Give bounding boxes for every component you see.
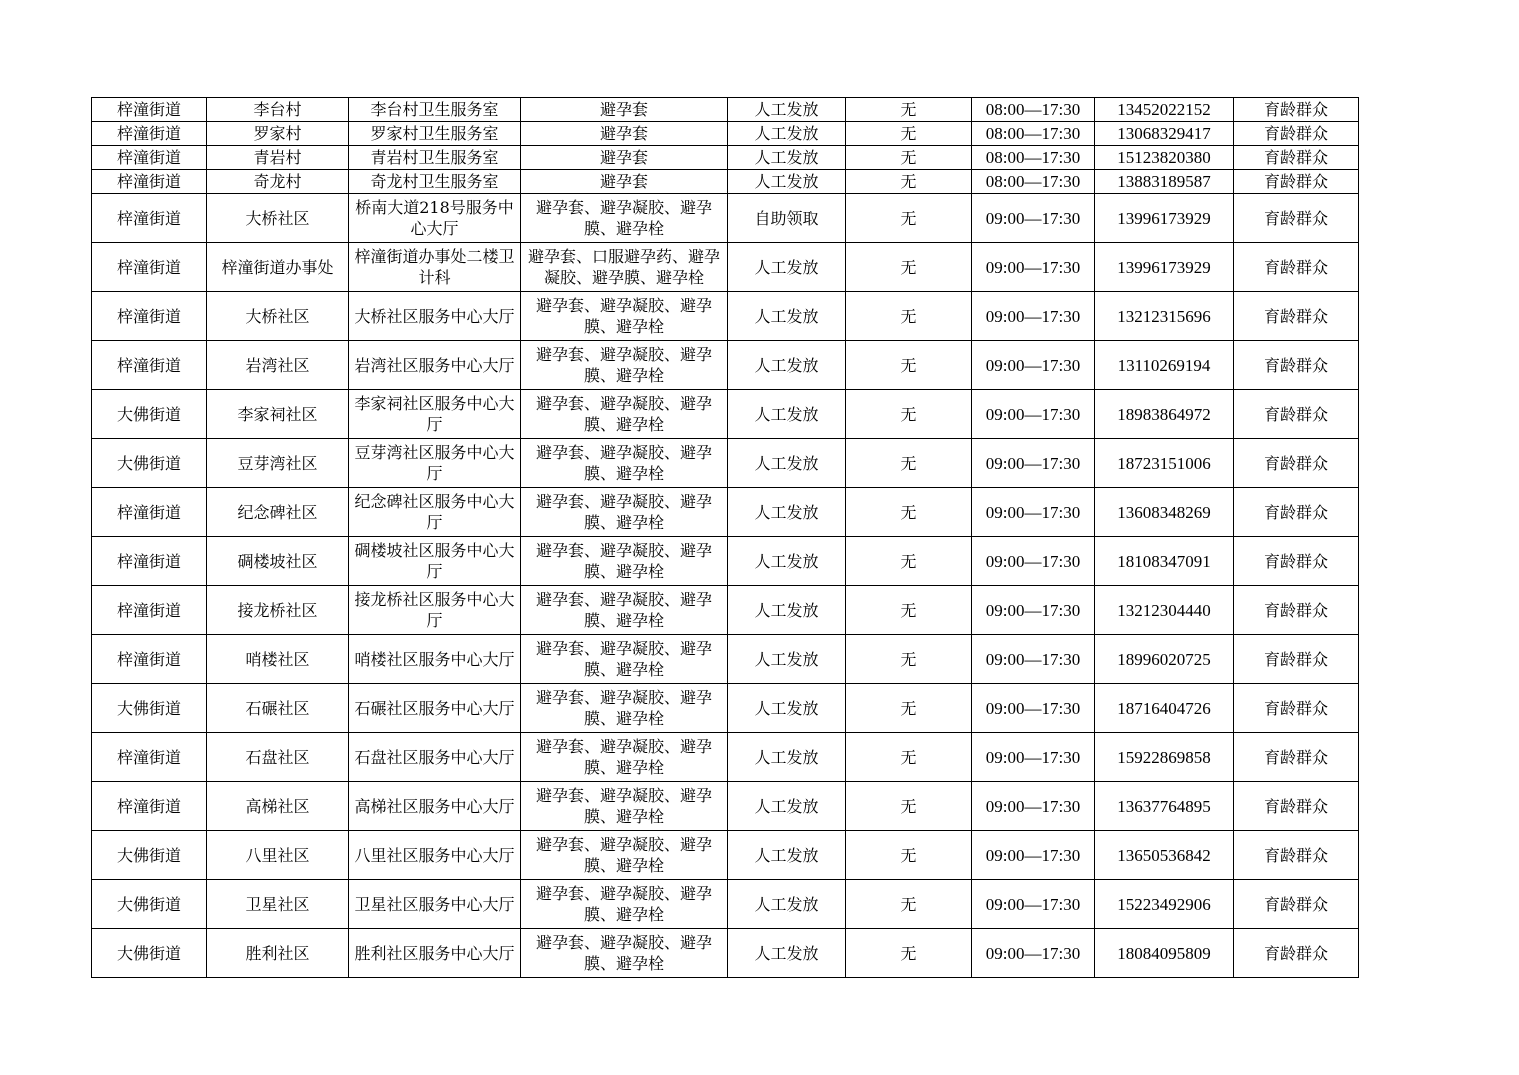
street-cell: 梓潼街道 <box>92 341 207 390</box>
street-cell: 梓潼街道 <box>92 122 207 146</box>
method-cell: 人工发放 <box>728 684 846 733</box>
condition-cell: 无 <box>846 390 972 439</box>
hours-cell: 09:00—17:30 <box>972 586 1095 635</box>
phone-cell: 15223492906 <box>1095 880 1234 929</box>
street-cell: 梓潼街道 <box>92 98 207 122</box>
table-row <box>92 122 1359 146</box>
target-group-cell: 育龄群众 <box>1234 586 1359 635</box>
phone-cell: 18716404726 <box>1095 684 1234 733</box>
method-cell: 人工发放 <box>728 488 846 537</box>
street-cell: 梓潼街道 <box>92 782 207 831</box>
target-group-cell: 育龄群众 <box>1234 243 1359 292</box>
items-cell: 避孕套 <box>521 122 728 146</box>
items-cell: 避孕套、避孕凝胶、避孕膜、避孕栓 <box>521 684 728 733</box>
community-cell: 大桥社区 <box>207 194 349 243</box>
condition-cell: 无 <box>846 684 972 733</box>
phone-cell: 18723151006 <box>1095 439 1234 488</box>
community-cell: 碉楼坡社区 <box>207 537 349 586</box>
phone-cell: 18108347091 <box>1095 537 1234 586</box>
hours-cell: 08:00—17:30 <box>972 98 1095 122</box>
community-cell: 纪念碑社区 <box>207 488 349 537</box>
table-row <box>92 831 1359 880</box>
location-cell: 桥南大道218号服务中心大厅 <box>349 194 521 243</box>
method-cell: 人工发放 <box>728 929 846 978</box>
location-cell: 豆芽湾社区服务中心大厅 <box>349 439 521 488</box>
table-row <box>92 390 1359 439</box>
location-cell: 碉楼坡社区服务中心大厅 <box>349 537 521 586</box>
community-cell: 大桥社区 <box>207 292 349 341</box>
community-cell: 梓潼街道办事处 <box>207 243 349 292</box>
items-cell: 避孕套、避孕凝胶、避孕膜、避孕栓 <box>521 635 728 684</box>
target-group-cell: 育龄群众 <box>1234 733 1359 782</box>
condition-cell: 无 <box>846 439 972 488</box>
hours-cell: 09:00—17:30 <box>972 243 1095 292</box>
condition-cell: 无 <box>846 488 972 537</box>
target-group-cell: 育龄群众 <box>1234 390 1359 439</box>
hours-cell: 09:00—17:30 <box>972 831 1095 880</box>
hours-cell: 09:00—17:30 <box>972 292 1095 341</box>
condition-cell: 无 <box>846 831 972 880</box>
table-row <box>92 733 1359 782</box>
table-row <box>92 170 1359 194</box>
table-row <box>92 537 1359 586</box>
table-row <box>92 782 1359 831</box>
phone-cell: 13608348269 <box>1095 488 1234 537</box>
condition-cell: 无 <box>846 733 972 782</box>
community-cell: 奇龙村 <box>207 170 349 194</box>
location-cell: 罗家村卫生服务室 <box>349 122 521 146</box>
community-cell: 接龙桥社区 <box>207 586 349 635</box>
street-cell: 大佛街道 <box>92 831 207 880</box>
street-cell: 梓潼街道 <box>92 488 207 537</box>
method-cell: 人工发放 <box>728 98 846 122</box>
community-cell: 豆芽湾社区 <box>207 439 349 488</box>
method-cell: 人工发放 <box>728 880 846 929</box>
community-cell: 高梯社区 <box>207 782 349 831</box>
distribution-table <box>91 97 1359 978</box>
street-cell: 梓潼街道 <box>92 537 207 586</box>
table-body <box>92 98 1359 978</box>
table-row <box>92 341 1359 390</box>
method-cell: 人工发放 <box>728 635 846 684</box>
community-cell: 罗家村 <box>207 122 349 146</box>
phone-cell: 18084095809 <box>1095 929 1234 978</box>
location-cell: 接龙桥社区服务中心大厅 <box>349 586 521 635</box>
street-cell: 梓潼街道 <box>92 586 207 635</box>
target-group-cell: 育龄群众 <box>1234 170 1359 194</box>
phone-cell: 18996020725 <box>1095 635 1234 684</box>
condition-cell: 无 <box>846 537 972 586</box>
community-cell: 卫星社区 <box>207 880 349 929</box>
phone-cell: 18983864972 <box>1095 390 1234 439</box>
phone-cell: 15123820380 <box>1095 146 1234 170</box>
method-cell: 自助领取 <box>728 194 846 243</box>
street-cell: 大佛街道 <box>92 390 207 439</box>
street-cell: 梓潼街道 <box>92 635 207 684</box>
distribution-table-container <box>91 97 1359 978</box>
community-cell: 八里社区 <box>207 831 349 880</box>
condition-cell: 无 <box>846 782 972 831</box>
condition-cell: 无 <box>846 98 972 122</box>
street-cell: 大佛街道 <box>92 880 207 929</box>
phone-cell: 13996173929 <box>1095 243 1234 292</box>
hours-cell: 08:00—17:30 <box>972 122 1095 146</box>
table-row <box>92 929 1359 978</box>
method-cell: 人工发放 <box>728 439 846 488</box>
items-cell: 避孕套、避孕凝胶、避孕膜、避孕栓 <box>521 831 728 880</box>
table-row <box>92 98 1359 122</box>
condition-cell: 无 <box>846 292 972 341</box>
table-row <box>92 439 1359 488</box>
target-group-cell: 育龄群众 <box>1234 537 1359 586</box>
street-cell: 梓潼街道 <box>92 170 207 194</box>
items-cell: 避孕套、避孕凝胶、避孕膜、避孕栓 <box>521 586 728 635</box>
method-cell: 人工发放 <box>728 586 846 635</box>
target-group-cell: 育龄群众 <box>1234 880 1359 929</box>
table-row <box>92 635 1359 684</box>
condition-cell: 无 <box>846 243 972 292</box>
community-cell: 哨楼社区 <box>207 635 349 684</box>
method-cell: 人工发放 <box>728 733 846 782</box>
phone-cell: 13110269194 <box>1095 341 1234 390</box>
target-group-cell: 育龄群众 <box>1234 635 1359 684</box>
target-group-cell: 育龄群众 <box>1234 146 1359 170</box>
target-group-cell: 育龄群众 <box>1234 439 1359 488</box>
community-cell: 李家祠社区 <box>207 390 349 439</box>
phone-cell: 13637764895 <box>1095 782 1234 831</box>
condition-cell: 无 <box>846 146 972 170</box>
hours-cell: 09:00—17:30 <box>972 488 1095 537</box>
method-cell: 人工发放 <box>728 341 846 390</box>
items-cell: 避孕套、避孕凝胶、避孕膜、避孕栓 <box>521 929 728 978</box>
method-cell: 人工发放 <box>728 170 846 194</box>
table-row <box>92 243 1359 292</box>
items-cell: 避孕套、避孕凝胶、避孕膜、避孕栓 <box>521 194 728 243</box>
phone-cell: 13452022152 <box>1095 98 1234 122</box>
condition-cell: 无 <box>846 170 972 194</box>
location-cell: 李台村卫生服务室 <box>349 98 521 122</box>
location-cell: 梓潼街道办事处二楼卫计科 <box>349 243 521 292</box>
target-group-cell: 育龄群众 <box>1234 194 1359 243</box>
table-row <box>92 146 1359 170</box>
method-cell: 人工发放 <box>728 537 846 586</box>
items-cell: 避孕套 <box>521 98 728 122</box>
items-cell: 避孕套、避孕凝胶、避孕膜、避孕栓 <box>521 537 728 586</box>
method-cell: 人工发放 <box>728 122 846 146</box>
hours-cell: 08:00—17:30 <box>972 170 1095 194</box>
items-cell: 避孕套、避孕凝胶、避孕膜、避孕栓 <box>521 439 728 488</box>
location-cell: 奇龙村卫生服务室 <box>349 170 521 194</box>
condition-cell: 无 <box>846 194 972 243</box>
items-cell: 避孕套、避孕凝胶、避孕膜、避孕栓 <box>521 782 728 831</box>
method-cell: 人工发放 <box>728 292 846 341</box>
hours-cell: 09:00—17:30 <box>972 537 1095 586</box>
location-cell: 八里社区服务中心大厅 <box>349 831 521 880</box>
table-row <box>92 292 1359 341</box>
target-group-cell: 育龄群众 <box>1234 341 1359 390</box>
community-cell: 石碾社区 <box>207 684 349 733</box>
phone-cell: 13650536842 <box>1095 831 1234 880</box>
method-cell: 人工发放 <box>728 146 846 170</box>
hours-cell: 09:00—17:30 <box>972 782 1095 831</box>
location-cell: 岩湾社区服务中心大厅 <box>349 341 521 390</box>
location-cell: 纪念碑社区服务中心大厅 <box>349 488 521 537</box>
hours-cell: 09:00—17:30 <box>972 880 1095 929</box>
condition-cell: 无 <box>846 880 972 929</box>
phone-cell: 13212304440 <box>1095 586 1234 635</box>
items-cell: 避孕套 <box>521 146 728 170</box>
phone-cell: 15922869858 <box>1095 733 1234 782</box>
condition-cell: 无 <box>846 341 972 390</box>
location-cell: 卫星社区服务中心大厅 <box>349 880 521 929</box>
table-row <box>92 684 1359 733</box>
hours-cell: 09:00—17:30 <box>972 341 1095 390</box>
target-group-cell: 育龄群众 <box>1234 122 1359 146</box>
items-cell: 避孕套、避孕凝胶、避孕膜、避孕栓 <box>521 880 728 929</box>
hours-cell: 09:00—17:30 <box>972 684 1095 733</box>
phone-cell: 13996173929 <box>1095 194 1234 243</box>
table-row <box>92 586 1359 635</box>
hours-cell: 09:00—17:30 <box>972 439 1095 488</box>
community-cell: 胜利社区 <box>207 929 349 978</box>
items-cell: 避孕套、避孕凝胶、避孕膜、避孕栓 <box>521 488 728 537</box>
hours-cell: 09:00—17:30 <box>972 635 1095 684</box>
table-row <box>92 194 1359 243</box>
hours-cell: 09:00—17:30 <box>972 929 1095 978</box>
community-cell: 李台村 <box>207 98 349 122</box>
location-cell: 青岩村卫生服务室 <box>349 146 521 170</box>
target-group-cell: 育龄群众 <box>1234 929 1359 978</box>
target-group-cell: 育龄群众 <box>1234 831 1359 880</box>
street-cell: 梓潼街道 <box>92 146 207 170</box>
community-cell: 岩湾社区 <box>207 341 349 390</box>
table-row <box>92 880 1359 929</box>
hours-cell: 08:00—17:30 <box>972 146 1095 170</box>
hours-cell: 09:00—17:30 <box>972 733 1095 782</box>
table-row <box>92 488 1359 537</box>
target-group-cell: 育龄群众 <box>1234 292 1359 341</box>
method-cell: 人工发放 <box>728 243 846 292</box>
items-cell: 避孕套 <box>521 170 728 194</box>
items-cell: 避孕套、避孕凝胶、避孕膜、避孕栓 <box>521 341 728 390</box>
location-cell: 李家祠社区服务中心大厅 <box>349 390 521 439</box>
location-cell: 胜利社区服务中心大厅 <box>349 929 521 978</box>
location-cell: 石碾社区服务中心大厅 <box>349 684 521 733</box>
method-cell: 人工发放 <box>728 390 846 439</box>
condition-cell: 无 <box>846 122 972 146</box>
street-cell: 梓潼街道 <box>92 292 207 341</box>
target-group-cell: 育龄群众 <box>1234 684 1359 733</box>
street-cell: 大佛街道 <box>92 929 207 978</box>
street-cell: 大佛街道 <box>92 684 207 733</box>
target-group-cell: 育龄群众 <box>1234 782 1359 831</box>
phone-cell: 13883189587 <box>1095 170 1234 194</box>
street-cell: 梓潼街道 <box>92 194 207 243</box>
location-cell: 高梯社区服务中心大厅 <box>349 782 521 831</box>
condition-cell: 无 <box>846 635 972 684</box>
hours-cell: 09:00—17:30 <box>972 390 1095 439</box>
location-cell: 哨楼社区服务中心大厅 <box>349 635 521 684</box>
community-cell: 青岩村 <box>207 146 349 170</box>
target-group-cell: 育龄群众 <box>1234 488 1359 537</box>
hours-cell: 09:00—17:30 <box>972 194 1095 243</box>
condition-cell: 无 <box>846 586 972 635</box>
location-cell: 大桥社区服务中心大厅 <box>349 292 521 341</box>
street-cell: 大佛街道 <box>92 439 207 488</box>
street-cell: 梓潼街道 <box>92 243 207 292</box>
community-cell: 石盘社区 <box>207 733 349 782</box>
target-group-cell: 育龄群众 <box>1234 98 1359 122</box>
items-cell: 避孕套、避孕凝胶、避孕膜、避孕栓 <box>521 390 728 439</box>
location-cell: 石盘社区服务中心大厅 <box>349 733 521 782</box>
items-cell: 避孕套、避孕凝胶、避孕膜、避孕栓 <box>521 733 728 782</box>
street-cell: 梓潼街道 <box>92 733 207 782</box>
items-cell: 避孕套、避孕凝胶、避孕膜、避孕栓 <box>521 292 728 341</box>
condition-cell: 无 <box>846 929 972 978</box>
method-cell: 人工发放 <box>728 831 846 880</box>
phone-cell: 13212315696 <box>1095 292 1234 341</box>
phone-cell: 13068329417 <box>1095 122 1234 146</box>
items-cell: 避孕套、口服避孕药、避孕凝胶、避孕膜、避孕栓 <box>521 243 728 292</box>
method-cell: 人工发放 <box>728 782 846 831</box>
